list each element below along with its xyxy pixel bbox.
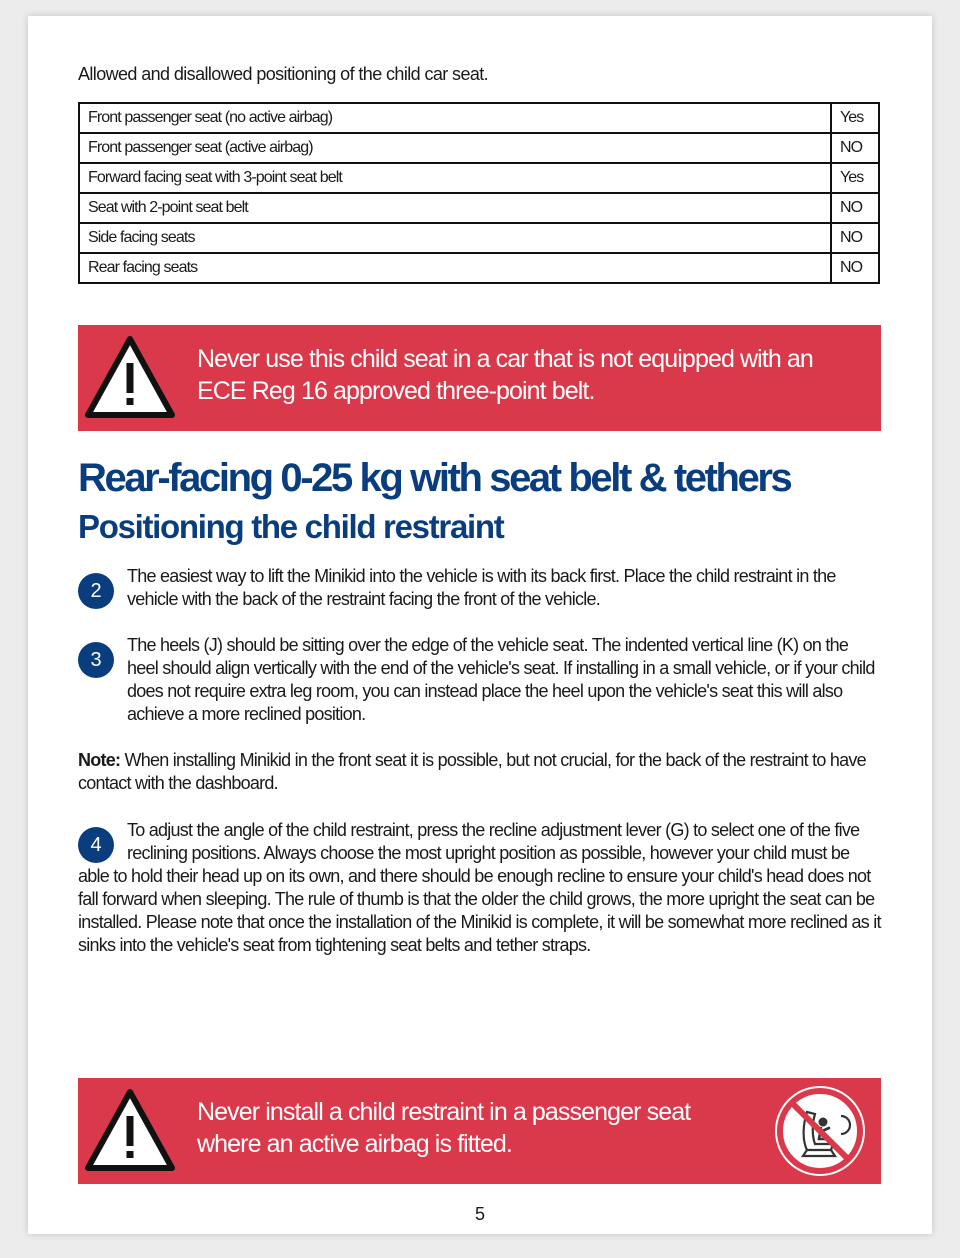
step-number-badge: 4 [78, 827, 114, 863]
seat-position-cell: Front passenger seat (no active airbag) [79, 103, 831, 133]
instruction-step [78, 634, 882, 726]
no-child-seat-airbag-icon [773, 1084, 867, 1178]
seat-position-cell: Side facing seats [79, 223, 831, 253]
allowed-cell: Yes [831, 163, 879, 193]
warning-message: Never use this child seat in a car that is not equipped with an ECE Reg 16 approved three-point belt. [197, 345, 813, 405]
step-number-badge: 2 [78, 573, 114, 609]
step-text: The easiest way to lift the Minikid into the vehicle is with its back first. Place the child restraint in the vehicle with the back of the restraint facing the front of the vehicle. [127, 566, 836, 609]
table-row [79, 163, 879, 193]
warning-triangle-icon [84, 1088, 176, 1172]
note-text: When installing Minikid in the front seat it is possible, but not crucial, for the back of the restraint to have contact with the dashboard. [78, 750, 866, 793]
instruction-step [78, 565, 882, 611]
allowed-cell: NO [831, 253, 879, 283]
allowed-cell: NO [831, 193, 879, 223]
table-row [79, 103, 879, 133]
instruction-step [78, 819, 882, 957]
warning-triangle-icon [84, 335, 176, 419]
page-number: 5 [474, 1204, 485, 1224]
step-number-badge: 3 [78, 642, 114, 678]
table-row [79, 253, 879, 283]
step-text: The heels (J) should be sitting over the edge of the vehicle seat. The indented vertical line (K) on the heel should align vertically with the end of the vehicle's seat. If installing in a small vehicle, or if your child does not require extra leg room, you can instead place the heel upon the vehicle's seat this will also achieve a more reclined position. [127, 635, 875, 724]
warning-message: Never install a child restraint in a passenger seat where an active airbag is fitted. [197, 1098, 691, 1158]
note-label: Note: [78, 750, 121, 770]
allowed-cell: NO [831, 133, 879, 163]
section-heading: Rear-facing 0-25 kg with seat belt & tethers [78, 456, 791, 500]
table-row [79, 193, 879, 223]
table-row [79, 223, 879, 253]
manual-page [28, 16, 932, 1234]
seat-position-cell: Front passenger seat (active airbag) [79, 133, 831, 163]
allowed-cell: NO [831, 223, 879, 253]
table-row [79, 133, 879, 163]
note-paragraph [78, 749, 882, 795]
step-text: To adjust the angle of the child restraint, press the recline adjustment lever (G) to select one of the five reclining positions. Always choose the most upright position as possible, however your child must be able to hold their head up on its own, and there should be enough recline to ensure your child's head does not fall forward when sleeping. The rule of thumb is that the older the child grows, the more upright the seat can be installed. Please note that once the installation of the Minikid is complete, it will be somewhat more reclined as it sinks into the vehicle's seat from tightening seat belts and tether straps. [78, 820, 881, 955]
section-subheading: Positioning the child restraint [78, 508, 504, 545]
seat-positioning-table [78, 102, 880, 284]
belt-warning-banner [78, 325, 881, 431]
airbag-warning-banner [78, 1078, 881, 1184]
table-caption: Allowed and disallowed positioning of the child car seat. [78, 64, 489, 84]
allowed-cell: Yes [831, 103, 879, 133]
seat-position-cell: Rear facing seats [79, 253, 831, 283]
seat-position-cell: Seat with 2-point seat belt [79, 193, 831, 223]
seat-position-cell: Forward facing seat with 3-point seat belt [79, 163, 831, 193]
